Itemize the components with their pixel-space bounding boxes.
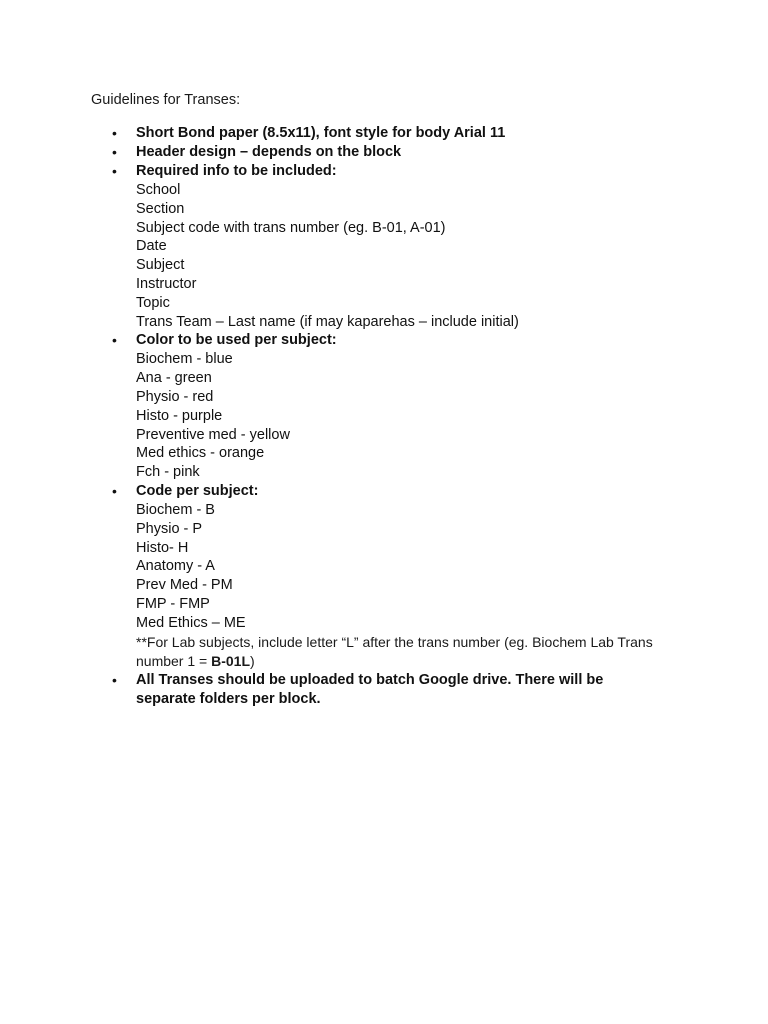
lab-note-code: B-01L [211, 652, 251, 669]
lab-note-text: **For Lab subjects, include letter “L” after the trans number (eg. Biochem Lab Trans number 1 = [136, 633, 653, 669]
guideline-heading: Required info to be included: [136, 163, 337, 179]
guideline-item [0, 143, 768, 162]
bullet-icon: • [112, 671, 117, 688]
guideline-heading: Code per subject: [136, 482, 259, 499]
document-title: Guidelines for Transes: [91, 92, 241, 108]
list-item: Fch - pink [136, 464, 200, 481]
guideline-heading: Short Bond paper (8.5x11), font style for body Arial 11 [136, 125, 506, 141]
guideline-item [0, 124, 768, 143]
list-item: Anatomy - A [136, 558, 215, 575]
bullet-icon: • [112, 332, 117, 349]
guideline-item [0, 162, 768, 331]
list-item: Med Ethics – ME [136, 614, 246, 631]
guideline-item [0, 331, 768, 482]
list-item: School [136, 182, 181, 198]
guideline-heading: Color to be used per subject: [136, 332, 337, 349]
bullet-icon: • [112, 163, 117, 179]
guidelines-list [0, 124, 768, 709]
list-item: Preventive med - yellow [136, 426, 290, 443]
bullet-icon: • [112, 482, 117, 499]
guideline-heading: All Transes should be uploaded to batch Google drive. There will be separate folders per block. [136, 671, 604, 707]
list-item: Prev Med - PM [136, 577, 233, 594]
guideline-item [0, 482, 768, 671]
lab-note [136, 633, 656, 671]
bullet-icon: • [112, 125, 117, 141]
list-item: Instructor [136, 275, 197, 292]
list-item: Physio - red [136, 388, 214, 405]
list-item: Biochem - B [136, 501, 215, 518]
list-item: FMP - FMP [136, 595, 210, 612]
list-item: Med ethics - orange [136, 445, 265, 462]
required-info-list [136, 181, 656, 331]
list-item: Biochem - blue [136, 351, 233, 368]
list-item: Section [136, 200, 185, 217]
subject-code-list [136, 501, 656, 633]
list-item: Ana - green [136, 370, 212, 387]
subject-color-list [136, 350, 656, 482]
list-item: Physio - P [136, 520, 203, 537]
list-item: Subject [136, 257, 185, 274]
list-item: Date [136, 238, 167, 255]
lab-note-close: ) [250, 652, 255, 669]
list-item: Histo- H [136, 539, 189, 556]
list-item: Histo - purple [136, 407, 223, 424]
list-item: Topic [136, 294, 170, 311]
guideline-heading: Header design – depends on the block [136, 144, 402, 160]
list-item: Trans Team – Last name (if may kaparehas – include initial) [136, 313, 519, 330]
list-item: Subject code with trans number (eg. B-01, A-01) [136, 219, 446, 236]
bullet-icon: • [112, 144, 117, 160]
guideline-item [0, 671, 768, 709]
